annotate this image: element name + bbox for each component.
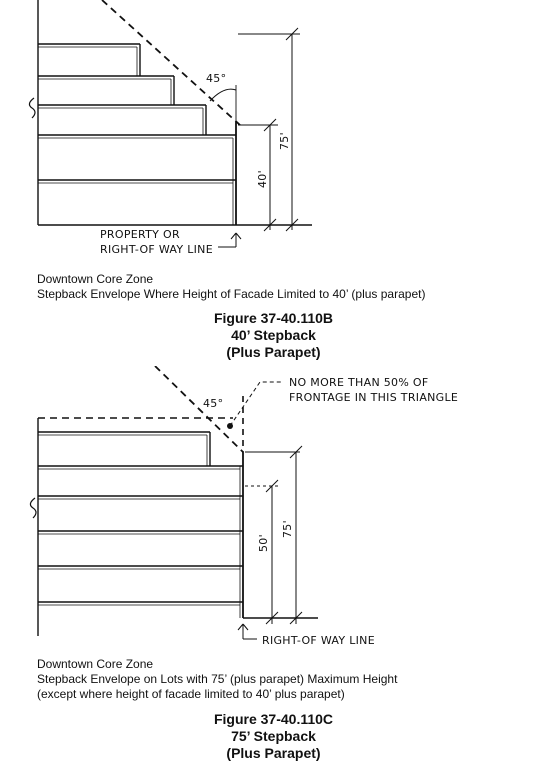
note-line-1: NO MORE THAN 50% OF [289, 376, 429, 389]
figure-title-b: Figure 37-40.110B [213, 310, 334, 326]
note-leader-line [230, 382, 283, 426]
figure-title-c: Figure 37-40.110C [213, 711, 334, 727]
angle-label-c: 45° [203, 397, 224, 410]
caption-zone-b: Downtown Core Zone [37, 272, 154, 286]
figure-subtitle2-b: (Plus Parapet) [226, 344, 321, 360]
angle-label-b: 45° [206, 72, 227, 85]
caption-desc-c-1: Stepback Envelope on Lots with 75’ (plus parapet) Maximum Height [37, 672, 398, 686]
angle-arc [210, 89, 236, 101]
figure-b-drawing [0, 0, 547, 265]
figure-c-drawing [0, 366, 547, 656]
dim-label-50-c: 50' [257, 534, 270, 552]
caption-desc-c-2: (except where height of facade limited to 40’ plus parapet) [37, 687, 345, 701]
figure-subtitle-c: 75’ Stepback [231, 728, 316, 744]
stepback-envelope-line [102, 0, 240, 125]
figure-subtitle2-c: (Plus Parapet) [226, 745, 321, 761]
dim-label-75-b: 75' [278, 132, 291, 150]
row-line-label: RIGHT-OF WAY LINE [262, 634, 375, 647]
property-line-label-1: PROPERTY OR [100, 228, 180, 241]
property-line-marker [218, 233, 241, 247]
figure-subtitle-b: 40’ Stepback [231, 327, 316, 343]
dim-label-75-c: 75' [281, 520, 294, 538]
row-line-marker [238, 624, 257, 639]
property-line-label-2: RIGHT-OF WAY LINE [100, 243, 213, 256]
dim-label-40-b: 40' [256, 170, 269, 188]
note-line-2: FRONTAGE IN THIS TRIANGLE [289, 391, 459, 404]
caption-desc-b: Stepback Envelope Where Height of Facade Limited to 40’ (plus parapet) [37, 287, 426, 301]
stepback-envelope-line-c [155, 366, 243, 452]
caption-zone-c: Downtown Core Zone [37, 657, 154, 671]
